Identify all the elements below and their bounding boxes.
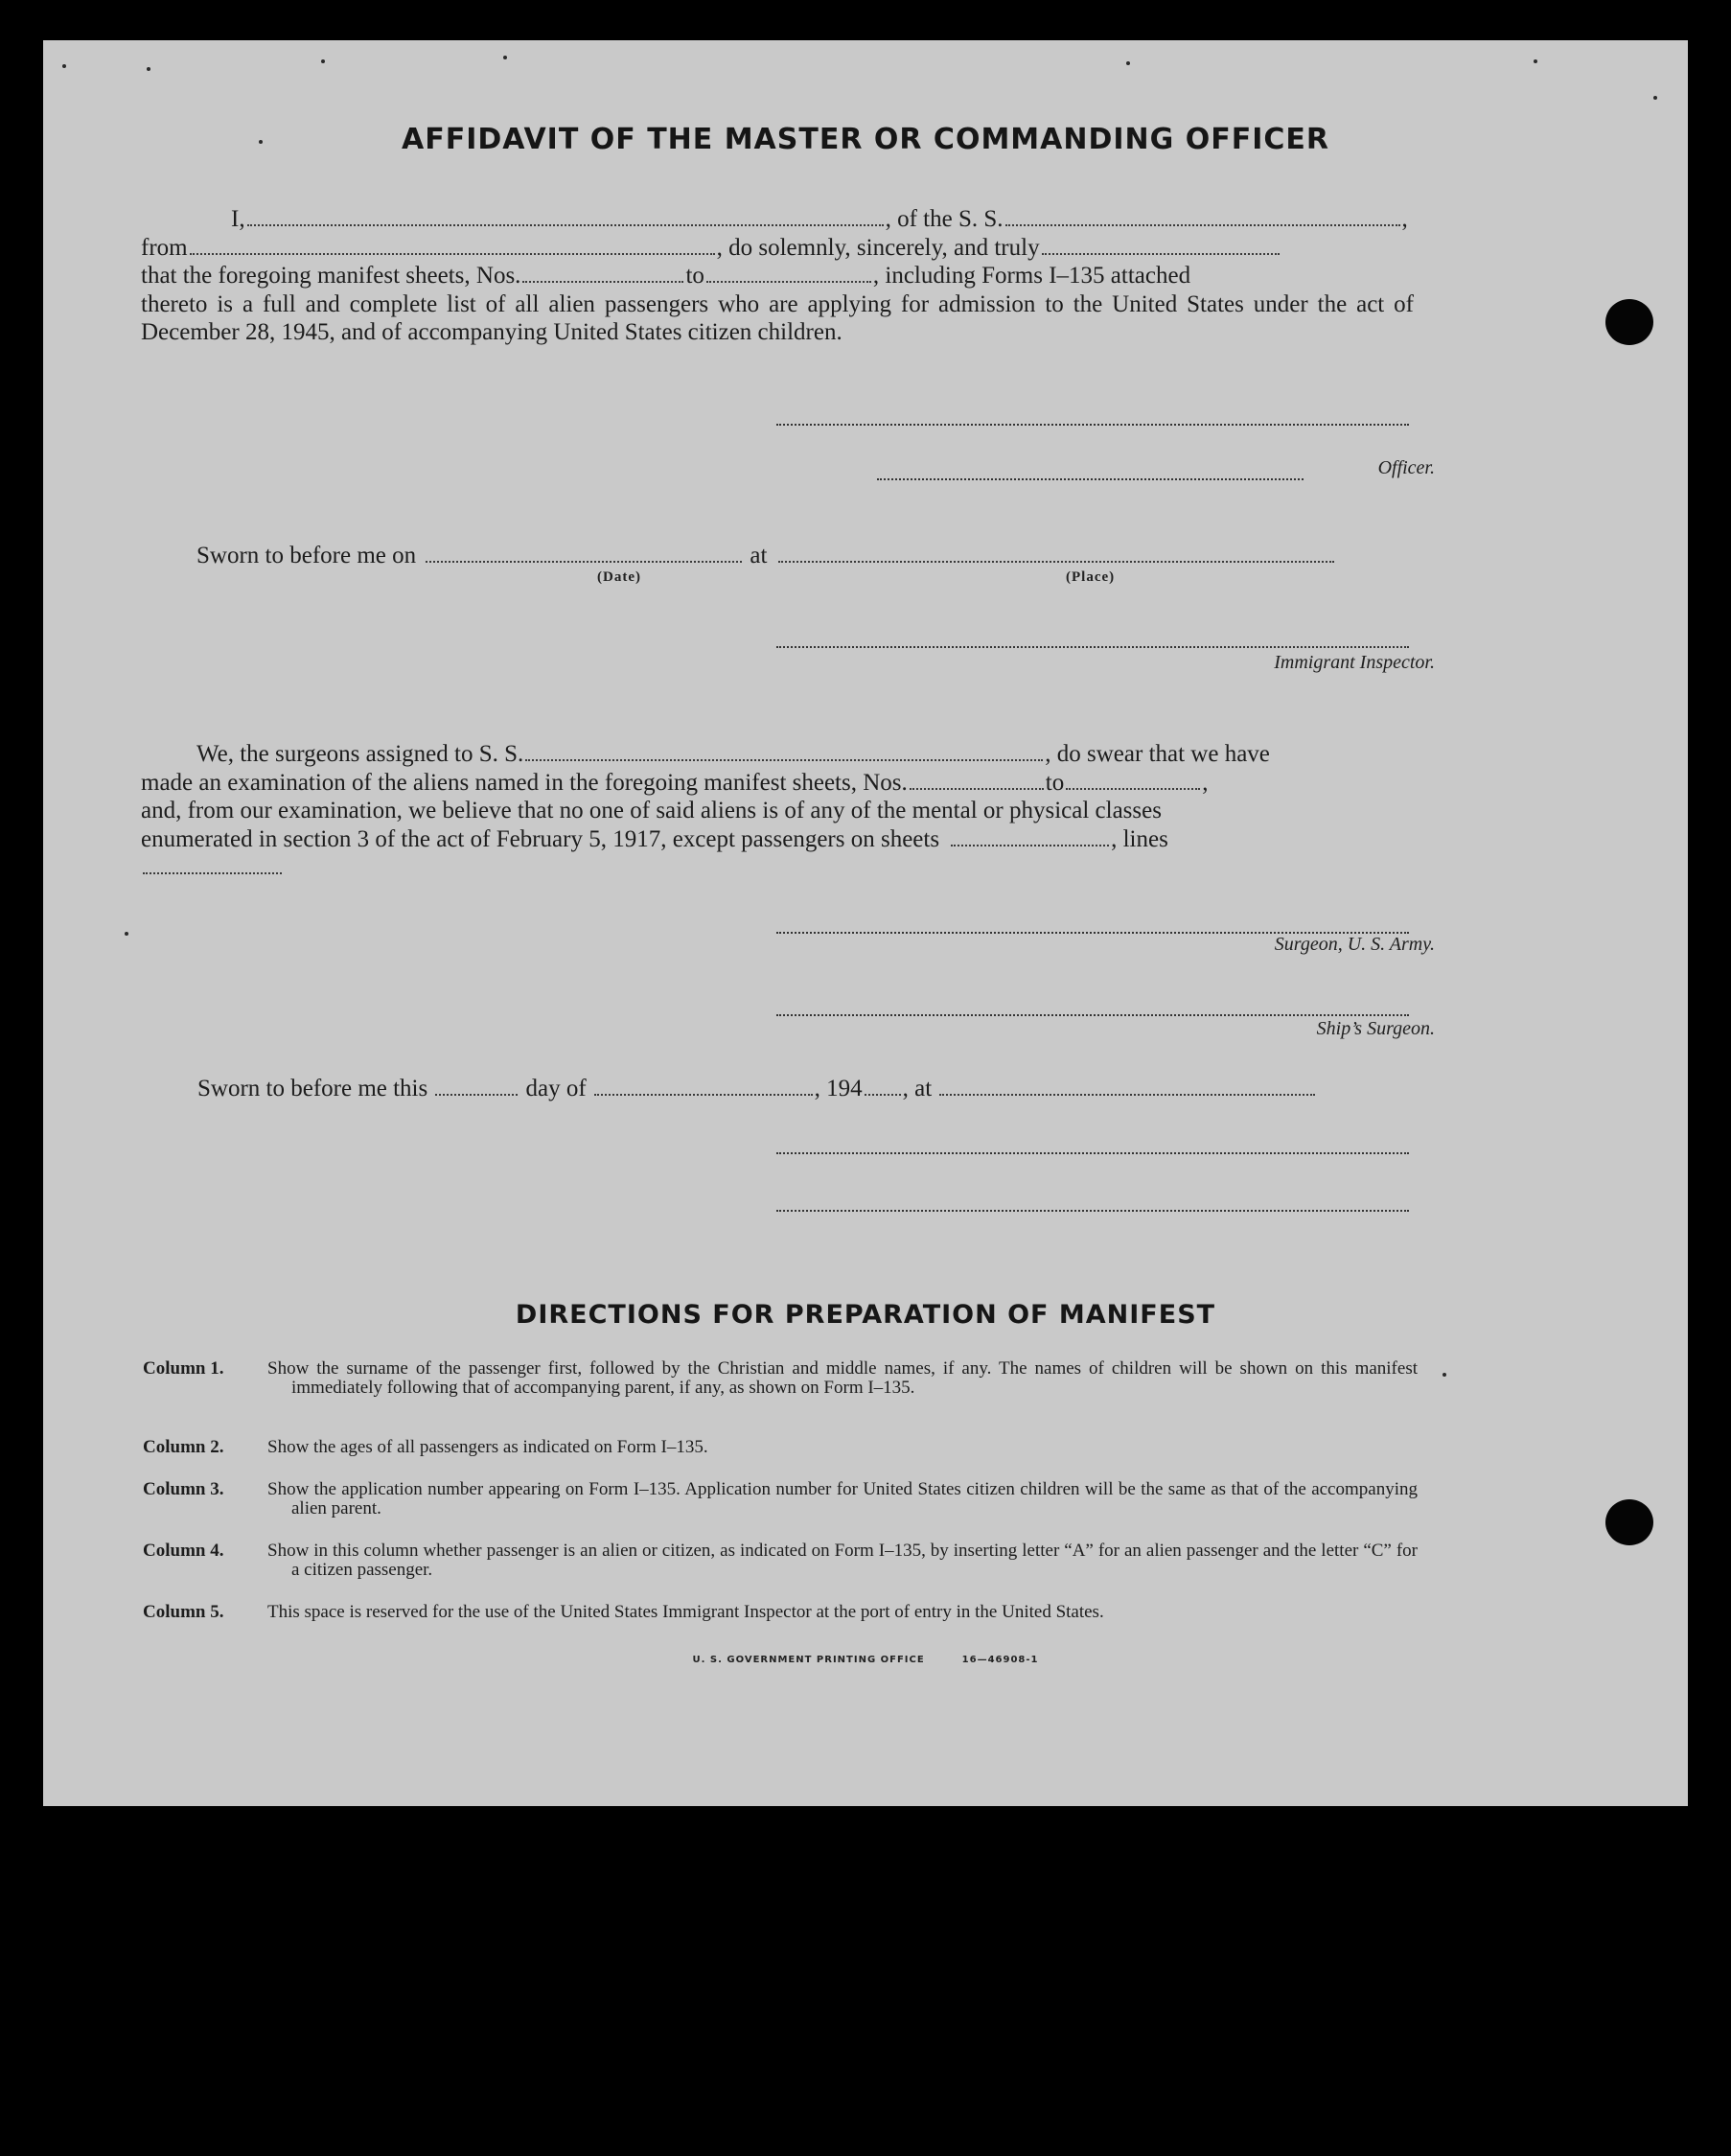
speck <box>125 932 128 936</box>
printer-footer <box>43 1655 1688 1665</box>
surgeons-text: made an examination of the aliens named in the foregoing manifest sheets, Nos. <box>141 769 908 796</box>
direction-label: Column 2. <box>143 1437 224 1457</box>
sworn-day-field[interactable] <box>435 1077 518 1096</box>
date-caption: (Date) <box>597 569 641 585</box>
ship-surgeon-label: Ship’s Surgeon. <box>1316 1018 1435 1039</box>
direction-text: Show in this column whether passenger is an alien or citizen, as indicated on Form I–135, by inserting letter “A” for an alien passenger and the letter “C” for a citizen passenger. <box>267 1541 1418 1580</box>
surgeons-text: , lines <box>1111 825 1168 852</box>
printer-name: U. S. GOVERNMENT PRINTING OFFICE <box>692 1655 925 1665</box>
surgeons-text: We, the surgeons assigned to S. S. <box>196 741 524 767</box>
inspector-signature-line[interactable] <box>776 644 1409 648</box>
from-port-field[interactable] <box>190 236 715 255</box>
officer-label: Officer. <box>1377 457 1435 478</box>
affidavit-title: AFFIDAVIT OF THE MASTER OR COMMANDING OFFICER <box>402 123 1329 156</box>
direction-label: Column 5. <box>143 1602 224 1622</box>
affidavit-text: , do solemnly, sincerely, and truly <box>716 234 1040 261</box>
direction-text: Show the application number appearing on Form I–135. Application number for United States citizen children will be the same as that of the accompanying alien parent. <box>267 1479 1418 1518</box>
sworn-year-field[interactable] <box>865 1077 901 1096</box>
affidavit-text: to <box>685 263 704 289</box>
affidavit-text: , of the S. S. <box>885 206 1004 232</box>
direction-label: Column 4. <box>143 1541 224 1561</box>
direction-column-2 <box>143 1438 1418 1457</box>
sworn2-signature-line[interactable] <box>776 1150 1409 1154</box>
direction-label: Column 3. <box>143 1479 224 1499</box>
affidavit-text: from <box>141 234 188 261</box>
sworn-text: , at <box>902 1076 933 1101</box>
sworn-this-day-line <box>197 1076 1317 1102</box>
sworn2-title-line[interactable] <box>776 1208 1409 1212</box>
sworn-date-field[interactable] <box>426 544 742 563</box>
direction-column-5 <box>143 1603 1418 1622</box>
ship-name-field[interactable] <box>1005 207 1400 226</box>
surgeons-text: to <box>1045 769 1065 796</box>
speck <box>321 59 325 63</box>
speck <box>1126 61 1130 65</box>
officer-title-line[interactable] <box>877 476 1304 480</box>
sworn-text: , 194 <box>814 1076 863 1101</box>
except-lines-field[interactable] <box>143 855 282 874</box>
sworn-month-field[interactable] <box>594 1077 813 1096</box>
direction-text: Show the ages of all passengers as indicated on Form I–135. <box>267 1437 708 1457</box>
army-surgeon-label: Surgeon, U. S. Army. <box>1274 934 1435 955</box>
surgeons-sheet-to-field[interactable] <box>1066 771 1200 790</box>
speck <box>503 56 507 59</box>
surgeons-paragraph <box>141 740 1414 882</box>
document-page <box>43 40 1688 1806</box>
direction-label: Column 1. <box>143 1358 224 1379</box>
direction-column-3 <box>143 1480 1418 1518</box>
surgeons-text: enumerated in section 3 of the act of February 5, 1917, except passengers on sheets <box>141 825 940 852</box>
surgeons-text: and, from our examination, we believe that no one of said aliens is of any of the mental or physical classes <box>141 798 1162 823</box>
sworn2-place-field[interactable] <box>939 1077 1315 1096</box>
sworn-text: day of <box>525 1076 587 1101</box>
affidavit-text: , including Forms I–135 attached <box>872 263 1191 289</box>
affidavit-paragraph <box>141 205 1414 347</box>
sworn-at-text: at <box>750 543 768 568</box>
ship-surgeon-signature-line[interactable] <box>776 1012 1409 1016</box>
officer-signature-line[interactable] <box>776 422 1409 426</box>
sworn-text: Sworn to before me this <box>197 1076 428 1101</box>
except-sheets-field[interactable] <box>951 827 1109 846</box>
direction-column-1 <box>143 1359 1418 1398</box>
surgeons-ship-field[interactable] <box>525 742 1043 761</box>
surgeons-text: , do swear that we have <box>1045 741 1270 767</box>
form-number: 16—46908-1 <box>961 1655 1039 1665</box>
speck <box>1534 59 1537 63</box>
sworn-before-line <box>196 543 1336 569</box>
affidavit-text: I, <box>231 206 245 232</box>
direction-column-4 <box>143 1542 1418 1580</box>
punch-hole <box>1605 1499 1653 1545</box>
surgeons-text: , <box>1202 769 1209 796</box>
sheet-from-field[interactable] <box>522 264 683 283</box>
inspector-label: Immigrant Inspector. <box>1274 652 1435 673</box>
speck <box>147 67 150 71</box>
sworn-place-field[interactable] <box>778 544 1334 563</box>
place-caption: (Place) <box>1066 569 1116 585</box>
master-name-field[interactable] <box>247 207 884 226</box>
speck <box>1442 1373 1446 1377</box>
punch-hole <box>1605 299 1653 345</box>
sheet-to-field[interactable] <box>706 264 871 283</box>
oath-word-field[interactable] <box>1042 236 1280 255</box>
surgeons-sheet-from-field[interactable] <box>910 771 1044 790</box>
sworn-text: Sworn to before me on <box>196 543 417 568</box>
affidavit-text: thereto is a full and complete list of all alien passengers who are applying for admission to the United States under the act of December 28, 1945, and of accompanying United States citizen children. <box>141 290 1414 345</box>
direction-text: This space is reserved for the use of the United States Immigrant Inspector at the port of entry in the United States. <box>267 1602 1104 1622</box>
affidavit-text: that the foregoing manifest sheets, Nos. <box>141 263 521 289</box>
speck <box>62 64 66 68</box>
speck <box>1653 96 1657 100</box>
direction-text: Show the surname of the passenger first, followed by the Christian and middle names, if any. The names of children will be shown on this manifest immediately following that of accompanying parent, if any, as shown on Form I–135. <box>267 1358 1418 1398</box>
directions-title: DIRECTIONS FOR PREPARATION OF MANIFEST <box>515 1300 1216 1330</box>
affidavit-text: , <box>1401 206 1408 232</box>
